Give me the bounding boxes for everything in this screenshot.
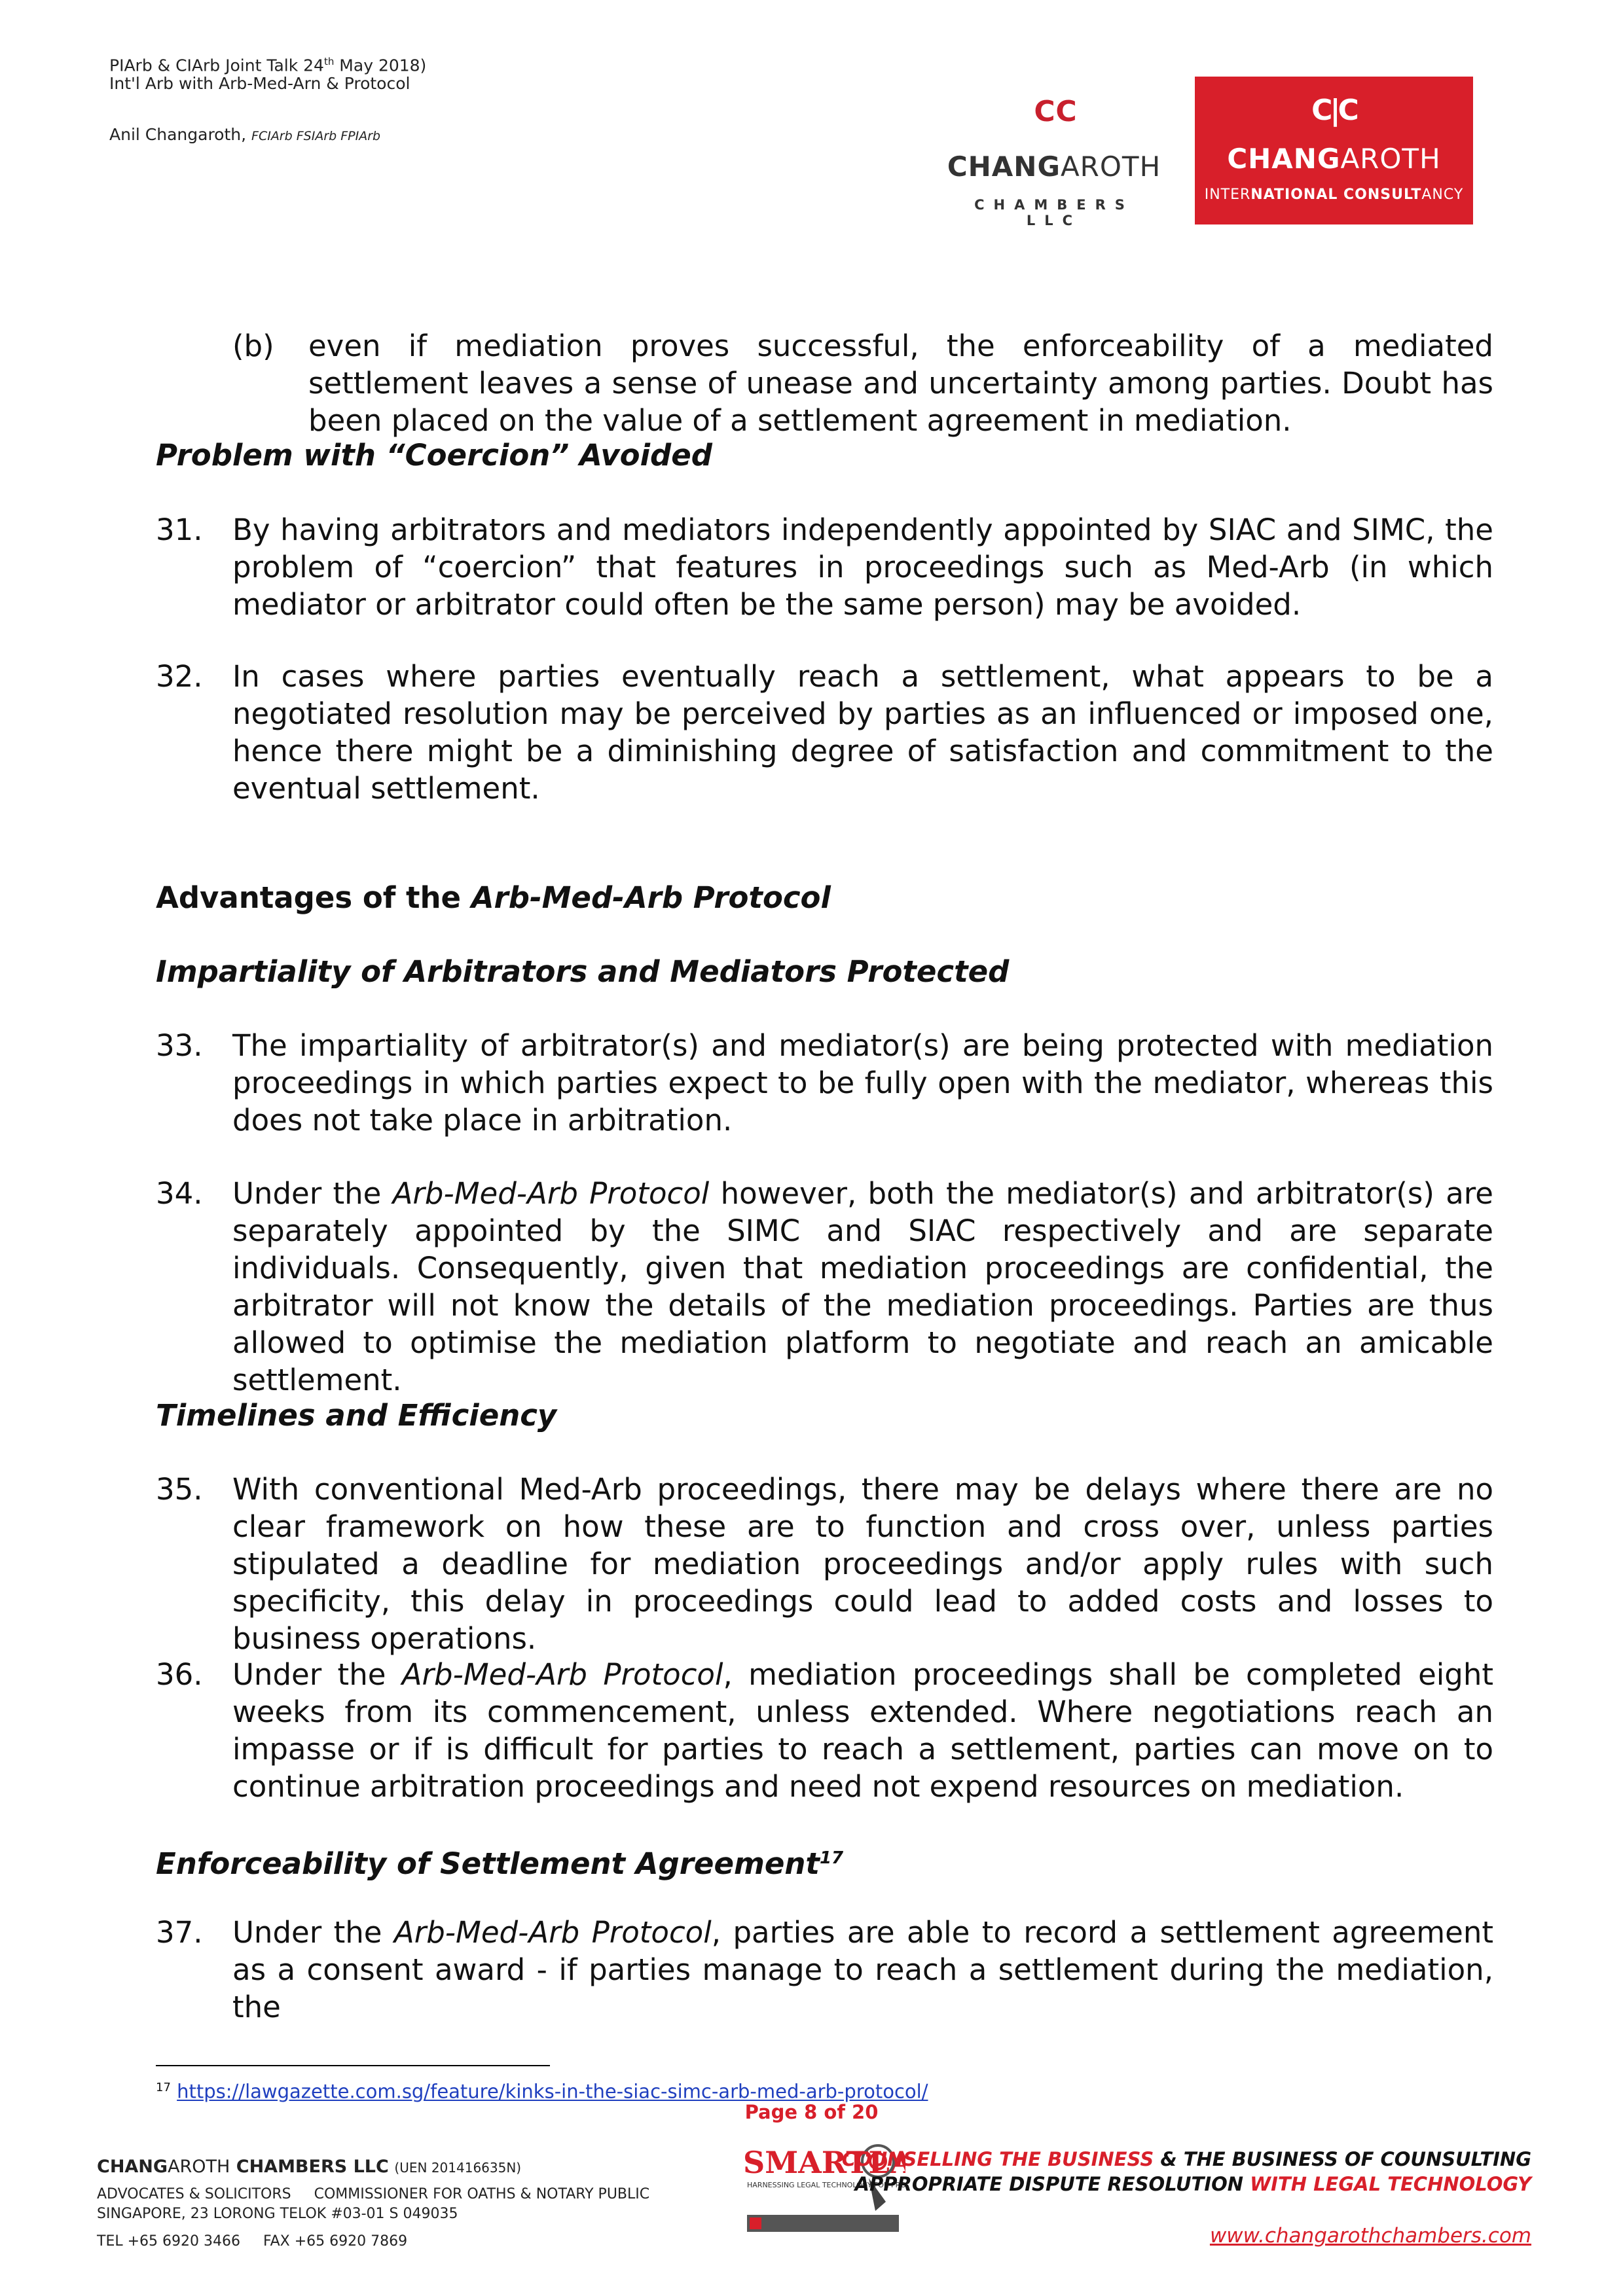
svg-text:HARNESSING LEGAL TECHNOLOGY FO: HARNESSING LEGAL TECHNOLOGY FOR PRO — [747, 2181, 905, 2189]
heading-enforceability: Enforceability of Settlement Agreement$^{17}$ — [156, 1846, 844, 1881]
para-31: By having arbitrators and mediators independently appointed by SIAC and SIMC, the problem of “coercion” that features in proceedings such as Med-Arb (in which mediator or arbitrator could often be the same person) may be avoided. — [232, 512, 1493, 622]
para-34-number: 34. — [156, 1176, 203, 1211]
header-event: PIArb & CIArb Joint Talk 24th May 2018) — [109, 56, 427, 75]
changaroth-consultancy-logo: C|C CHANGAROTH INTERNATIONAL CONSULTANCY — [1195, 77, 1473, 224]
heading-impartiality: Impartiality of Arbitrators and Mediators Protected — [156, 954, 1010, 989]
para-35: With conventional Med-Arb proceedings, there may be delays where there are no clear framework on how these are to function and cross over, unless parties stipulated a deadline for mediation proceedings and/or apply rules with such specificity, this delay in proceedings could lead to added costs and losses to business operations. — [232, 1472, 1493, 1656]
para-37-number: 37. — [156, 1915, 203, 1950]
changaroth-chambers-logo: C C CHANGAROTH CHAMBERS LLC — [943, 95, 1165, 226]
para-32-number: 32. — [156, 659, 203, 694]
footer-slogan-2: APPROPRIATE DISPUTE RESOLUTION WITH LEGAL TECHNOLOGY — [854, 2173, 1531, 2195]
footer-contact: TEL +65 6920 3466 FAX +65 6920 7869 — [97, 2233, 408, 2250]
para-35-number: 35. — [156, 1472, 203, 1507]
footnote-divider — [156, 2065, 550, 2066]
header-title: Int'l Arb with Arb-Med-Arn & Protocol — [109, 74, 410, 93]
item-b-text: even if mediation proves successful, the enforceability of a mediated settlement leaves a sense of unease and uncertainty among parties. Doubt has been placed on the value of a settlement agreement in mediation. — [308, 329, 1493, 438]
para-37: Under the Arb-Med-Arb Protocol, parties are able to record a settlement agreement as a consent award - if parties manage to reach a settlement during the mediation, the — [232, 1915, 1493, 2024]
heading-advantages: Advantages of the Arb-Med-Arb Protocol — [156, 880, 831, 915]
para-34: Under the Arb-Med-Arb Protocol however, both the mediator(s) and arbitrator(s) are separately appointed by the SIMC and SIAC respectively and are separate individuals. Consequently, given that mediation proceedings are confidential, the arbitrator will not know the details of the mediation proceedings. Parties are thus allowed to optimise the mediation platform to negotiate and reach an amicable settlement. — [232, 1176, 1493, 1397]
cc-logo-icon: C C — [1034, 95, 1074, 128]
header-author: Anil Changaroth, FCIArb FSIArb FPIArb — [109, 125, 381, 144]
footer-slogan-1: COUNSELLING THE BUSINESS & THE BUSINESS OF COUNSULTING — [841, 2148, 1531, 2170]
page-number: Page 8 of 20 — [744, 2101, 879, 2123]
item-b-label: (b) — [232, 329, 274, 363]
footer-website-link[interactable]: www.changarothchambers.com — [1209, 2224, 1531, 2248]
para-32: In cases where parties eventually reach a settlement, what appears to be a negotiated resolution may be perceived by parties as an influenced or imposed one, hence there might be a diminishing degree of satisfaction and commitment to the eventual settlement. — [232, 659, 1493, 806]
para-36: Under the Arb-Med-Arb Protocol, mediation proceedings shall be completed eight weeks from its commencement, unless extended. Where negotiations reach an impasse or if is difficult for parties to reach a settlement, parties can move on to continue arbitration proceedings and need not expend resources on mediation. — [232, 1657, 1493, 1804]
cc-logo-icon: C|C — [1311, 94, 1357, 127]
footnote-link[interactable]: https://lawgazette.com.sg/feature/kinks-in-the-siac-simc-arb-med-arb-protocol/ — [177, 2080, 928, 2103]
heading-coercion: Problem with “Coercion” Avoided — [156, 438, 712, 473]
para-31-number: 31. — [156, 512, 203, 547]
footer-firm-name: CHANGAROTH CHAMBERS LLC (UEN 201416635N) — [97, 2157, 522, 2177]
footnote-17: $^{17}$ https://lawgazette.com.sg/feature/kinks-in-the-siac-simc-arb-med-arb-protocol/ — [156, 2080, 928, 2103]
footer-practice: ADVOCATES & SOLICITORS COMMISSIONER FOR OATHS & NOTARY PUBLIC — [97, 2186, 650, 2202]
svg-text:SMARTLAW: SMARTLA — [743, 2145, 905, 2180]
footer-address: SINGAPORE, 23 LORONG TELOK #03-01 S 049035 — [97, 2206, 458, 2222]
para-33: The impartiality of arbitrator(s) and mediator(s) are being protected with mediation proceedings in which parties expect to be fully open with the mediator, whereas this does not take place in arbitration. — [232, 1028, 1493, 1138]
para-33-number: 33. — [156, 1028, 203, 1063]
para-36-number: 36. — [156, 1657, 203, 1692]
heading-timelines: Timelines and Efficiency — [156, 1398, 557, 1433]
